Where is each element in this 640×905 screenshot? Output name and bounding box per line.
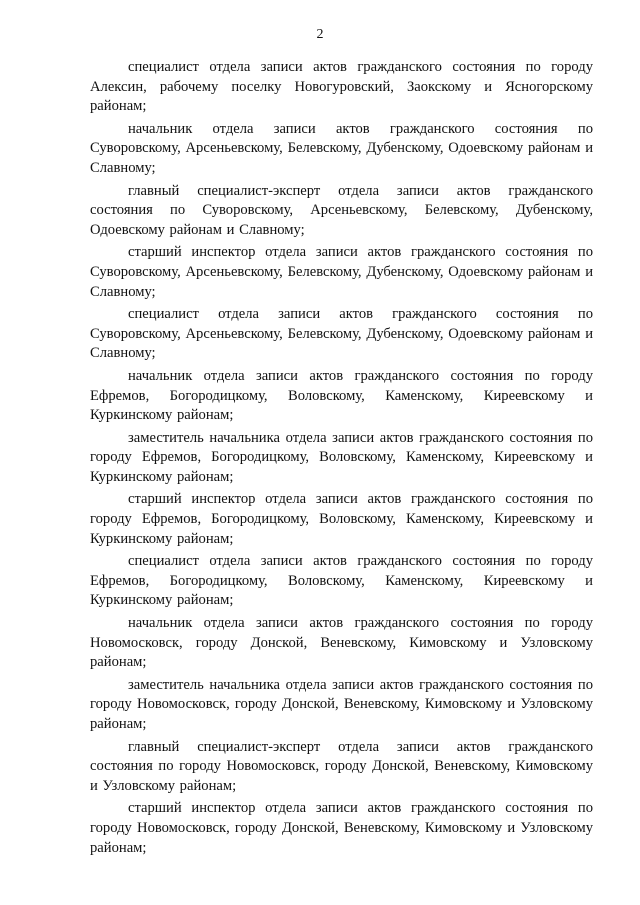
paragraph: специалист отдела записи актов гражданского состояния по городу Алексин, рабочему поселку Новогуровский, Заокскому и Ясногорскому районам;: [90, 59, 593, 115]
paragraph: старший инспектор отдела записи актов гражданского состояния по городу Новомосковск, городу Донской, Веневскому, Кимовскому и Узловскому районам;: [90, 800, 593, 856]
paragraph: начальник отдела записи актов гражданского состояния по городу Новомосковск, городу Донской, Веневскому, Кимовскому и Узловскому районам;: [90, 615, 593, 671]
paragraph: специалист отдела записи актов гражданского состояния по городу Ефремов, Богородицкому, Воловскому, Каменскому, Киреевскому и Куркинскому районам;: [90, 553, 593, 609]
paragraph: главный специалист-эксперт отдела записи актов гражданского состояния по Суворовскому, Арсеньевскому, Белевскому, Дубенскому, Одоевскому районам и Славному;: [90, 182, 593, 238]
paragraph: заместитель начальника отдела записи актов гражданского состояния по городу Ефремов, Богородицкому, Воловскому, Каменскому, Киреевскому и Куркинскому районам;: [90, 429, 593, 485]
paragraph: главный специалист-эксперт отдела записи актов гражданского состояния по городу Новомосковск, городу Донской, Веневскому, Кимовскому и Узловскому районам;: [90, 738, 593, 794]
paragraph: старший инспектор отдела записи актов гражданского состояния по городу Ефремов, Богородицкому, Воловскому, Каменскому, Киреевскому и Куркинскому районам;: [90, 491, 593, 547]
paragraph: начальник отдела записи актов гражданского состояния по городу Ефремов, Богородицкому, Воловскому, Каменскому, Киреевскому и Куркинскому районам;: [90, 367, 593, 424]
paragraph: заместитель начальника отдела записи актов гражданского состояния по городу Новомосковск, городу Донской, Веневскому, Кимовскому и Узловскому районам;: [90, 676, 593, 732]
paragraph: старший инспектор отдела записи актов гражданского состояния по Суворовскому, Арсеньевскому, Белевскому, Дубенскому, Одоевскому районам и Славному;: [90, 244, 593, 300]
paragraph: специалист отдела записи актов гражданского состояния по Суворовскому, Арсеньевскому, Белевскому, Дубенскому, Одоевскому районам и Славному;: [90, 306, 593, 362]
paragraph: начальник отдела записи актов гражданского состояния по Суворовскому, Арсеньевскому, Белевскому, Дубенскому, Одоевскому районам и Славному;: [90, 120, 593, 176]
page-number: 2: [316, 27, 324, 42]
document-body: [90, 58, 593, 861]
